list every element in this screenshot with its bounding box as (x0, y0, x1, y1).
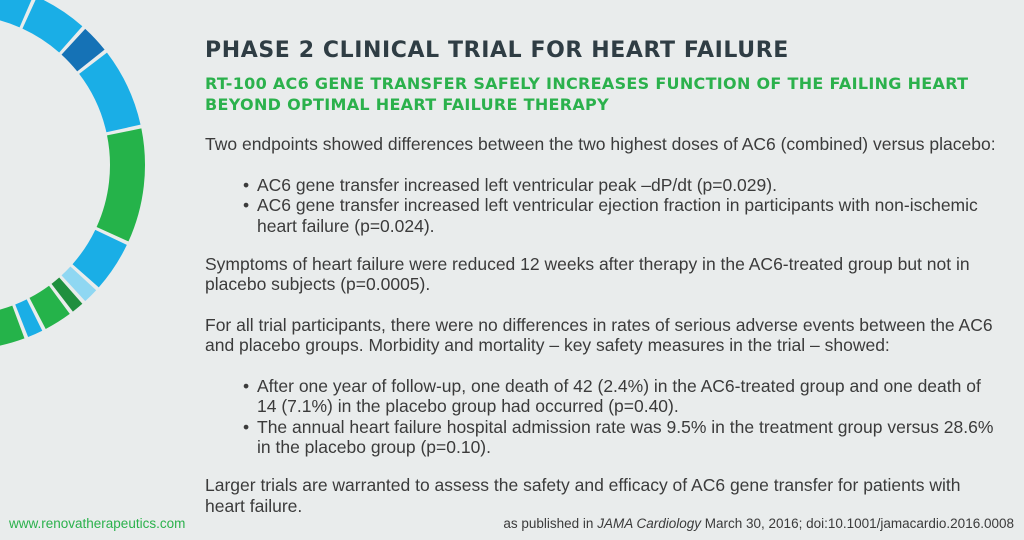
ring-segment (97, 128, 145, 241)
safety-intro: For all trial participants, there were no differences in rates of serious adverse events between the AC6 and placebo groups. Morbidity and mortality – key safety measures in the trial – showed: (205, 314, 993, 355)
endpoints-list (205, 175, 1005, 237)
endpoints-paragraph (205, 134, 1005, 155)
endpoints-intro: Two endpoints showed differences between the two highest doses of AC6 (combined) versus placebo: (205, 134, 996, 154)
safety-list (205, 376, 1005, 458)
ring-segment (79, 53, 140, 133)
safety-paragraph (205, 315, 1005, 356)
website-link[interactable]: www.renovatherapeutics.com (9, 516, 186, 531)
symptoms-paragraph: Symptoms of heart failure were reduced 12 weeks after therapy in the AC6-treated group but not in placebo subjects (p=0.0005). (205, 253, 970, 294)
list-item: • The annual heart failure hospital admission rate was 9.5% in the treatment group versus 28.6% in the placebo group (p=0.10). (257, 417, 1005, 458)
citation-details: March 30, 2016; doi:10.1001/jamacardio.2016.0008 (704, 516, 1014, 531)
list-item: • AC6 gene transfer increased left ventricular ejection fraction in participants with non-ischemic heart failure (p=0.024). (257, 195, 1005, 236)
citation (503, 516, 1014, 531)
list-item: • After one year of follow-up, one death of 42 (2.4%) in the AC6-treated group and one death of 14 (7.1%) in the placebo group had occurred (p=0.40). (257, 376, 1005, 417)
citation-prefix: as published in (503, 516, 594, 531)
journal-name: JAMA Cardiology (597, 516, 701, 531)
page-subtitle: RT-100 AC6 GENE TRANSFER SAFELY INCREASES FUNCTION OF THE FAILING HEART BEYOND OPTIMAL HEART FAILURE THERAPY (205, 74, 969, 114)
conclusion-paragraph: Larger trials are warranted to assess the safety and efficacy of AC6 gene transfer for patients with heart failure. (205, 475, 961, 516)
list-item: • AC6 gene transfer increased left ventricular peak –dP/dt (p=0.029). (257, 175, 1005, 196)
main-content (205, 134, 1005, 536)
page-title: PHASE 2 CLINICAL TRIAL FOR HEART FAILURE (205, 38, 789, 63)
decorative-ring-graphic (0, 0, 200, 540)
